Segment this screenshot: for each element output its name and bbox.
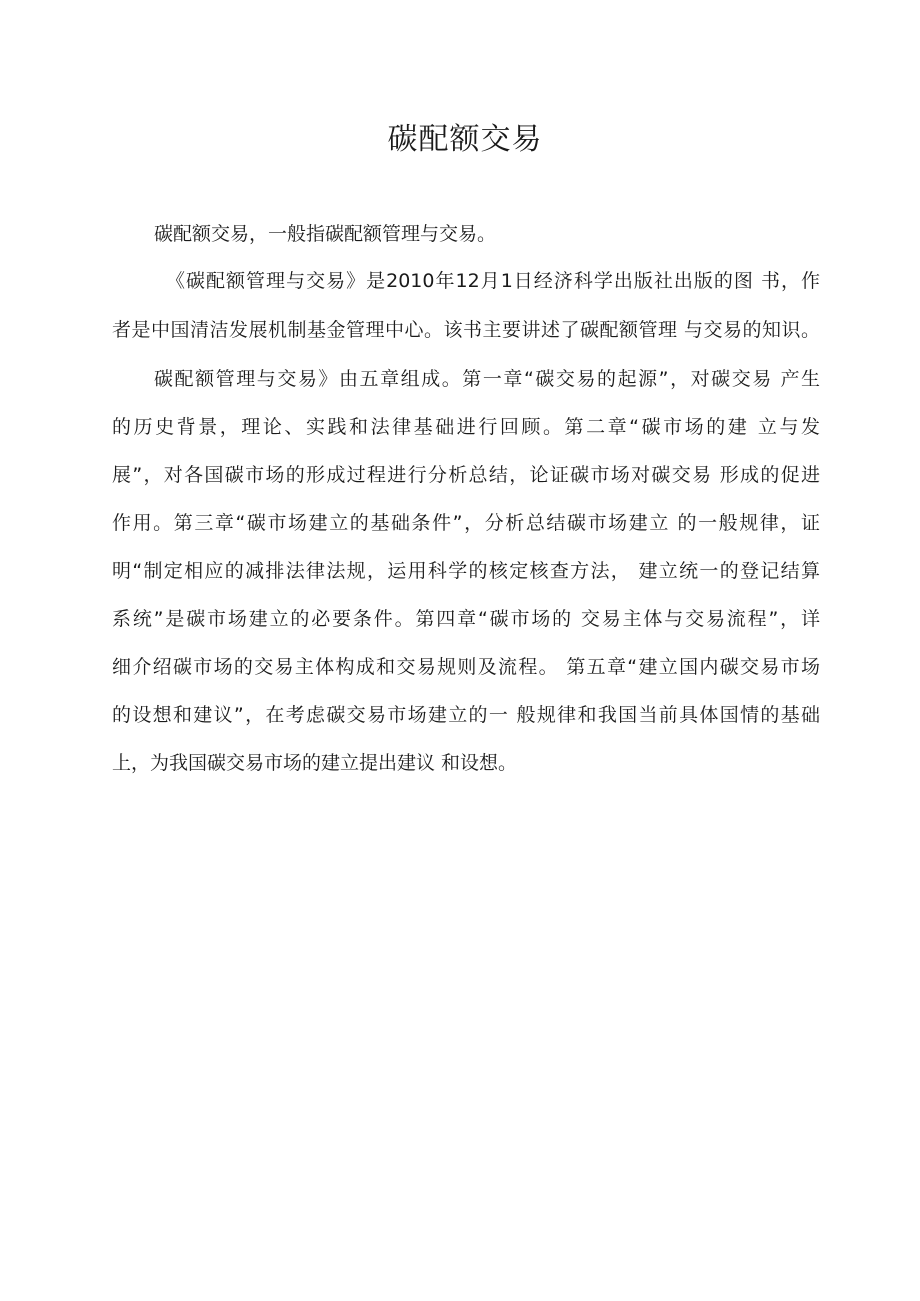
paragraph-line: 的设想和建议”，在考虑碳交易市场建立的一 般规律和我国当前具体国情的基础 xyxy=(112,704,820,726)
paragraph-line: 的历史背景，理论、实践和法律基础进行回顾。第二章“碳市场的建 立与发 xyxy=(112,416,820,438)
paragraph-line: 作用。第三章“碳市场建立的基础条件”，分析总结碳市场建立 的一般规律，证 xyxy=(112,512,820,534)
paragraph-line: 上，为我国碳交易市场的建立提出建议 和设想。 xyxy=(112,752,518,774)
document-title: 碳配额交易 xyxy=(387,122,543,157)
paragraph-line: 细介绍碳市场的交易主体构成和交易规则及流程。 第五章“建立国内碳交易市场 xyxy=(112,656,820,678)
paragraph-line: 明“制定相应的减排法律法规，运用科学的核定核查方法， 建立统一的登记结算 xyxy=(112,560,820,582)
paragraph-line: 碳配额管理与交易》由五章组成。第一章“碳交易的起源”，对碳交易 产生 xyxy=(154,368,820,390)
paragraph-line: 展”，对各国碳市场的形成过程进行分析总结，论证碳市场对碳交易 形成的促进 xyxy=(112,464,820,486)
paragraph-line: 系统”是碳市场建立的必要条件。第四章“碳市场的 交易主体与交易流程”，详 xyxy=(112,608,820,630)
paragraph-line: 碳配额交易，一般指碳配额管理与交易。 xyxy=(154,223,497,245)
paragraph-line: 者是中国清洁发展机制基金管理中心。该书主要讲述了碳配额管理 与交易的知识。 xyxy=(112,319,820,341)
paragraph-line: 《碳配额管理与交易》是2010年12月1日经济科学出版社出版的图 书，作 xyxy=(166,270,820,292)
